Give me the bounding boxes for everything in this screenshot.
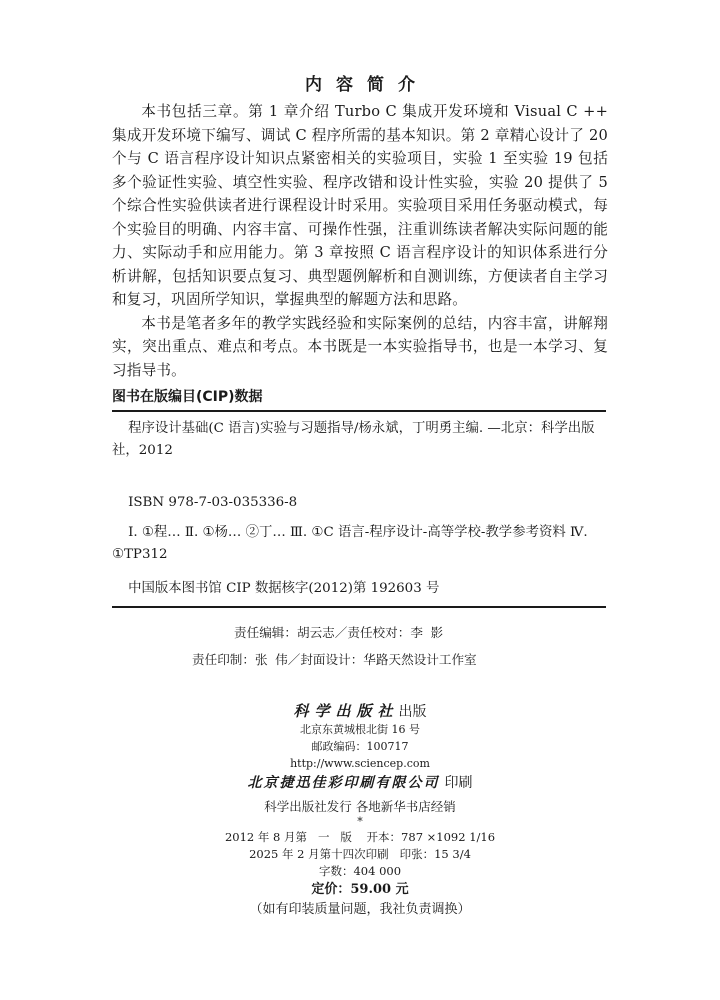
cip-title-text: 程序设计基础(C 语言)实验与习题指导/杨永斌，丁明勇主编. —北京：科学出版社，2012 (112, 421, 595, 458)
classification-text: Ⅰ. ①程… Ⅱ. ①杨… ②丁… Ⅲ. ①C 语言-程序设计-高等学校-教学参考资料 Ⅳ. ①TP312 (112, 525, 588, 562)
printer-suffix: 印刷 (444, 775, 473, 791)
book-summary (112, 100, 608, 382)
price: 定价：59.00 元 (311, 882, 409, 897)
cip-heading: 图书在版编目(CIP)数据 (112, 389, 263, 405)
quality-notice: （如有印装质量问题，我社负责调换） (249, 902, 471, 917)
publisher-suffix: 出版 (398, 704, 427, 720)
publisher-line (0, 700, 720, 721)
publisher-address: 北京东黄城根北街 16 号 (300, 723, 420, 736)
printer-line (0, 772, 720, 792)
cip-top-rule (112, 410, 606, 412)
imprint-block (0, 700, 720, 920)
publisher-name: 科学出版社 (293, 702, 399, 720)
printer-name: 北京捷迅佳彩印刷有限公司 (247, 775, 440, 791)
separator-star: * (357, 815, 363, 828)
cip-isbn (112, 492, 606, 514)
summary-paragraph: 本书包括三章。第 1 章介绍 Turbo C 集成开发环境和 Visual C ++ 集成开发环境下编写、调试 C 程序所需的基本知识。第 2 章精心设计了 20 个与 C 语言程序设计知识点紧密相关的实验项目，实验 1 至实验 19 包括多个验证性实验、填空性实验、程序改错和设计性实验，实验 20 提供了 5 个综合性实验供读者进行课程设计时采用。实验项目采用任务驱动模式，每个实验目的明确、内容丰富、可操作性强，注重训练读者解决实际问题的能力、实际动手和应用能力。第 3 章按照 C 语言程序设计的知识体系进行分析讲解，包括知识要点复习、典型题例解析和自测训练，方便读者自主学习和复习，巩固所学知识，掌握典型的解题方法和思路。 (112, 103, 608, 308)
editor-line-1: 责任编辑：胡云志／责任校对：李 影 (234, 625, 444, 640)
summary-paragraph: 本书是笔者多年的教学实践经验和实际案例的总结，内容丰富，讲解翔实，突出重点、难点和考点。本书既是一本实验指导书，也是一本学习、复习指导书。 (112, 314, 608, 379)
isbn-text: ISBN 978-7-03-035336-8 (128, 495, 298, 510)
editor-line-2: 责任印制：张 伟／封面设计：华路天然设计工作室 (192, 652, 477, 667)
check-number-text: 中国版本图书馆 CIP 数据核字(2012)第 192603 号 (128, 581, 440, 596)
page-title: 内容简介 (305, 75, 429, 95)
edition-line: 2012 年 8 月第 一 版 开本：787 ×1092 1/16 (224, 830, 496, 844)
publisher-postcode: 邮政编码：100717 (311, 740, 409, 753)
cip-title-entry (112, 418, 606, 462)
publisher-url: http://www.sciencep.com (290, 757, 430, 770)
word-count: 字数：404 000 (318, 864, 402, 878)
printing-line: 2025 年 2 月第十四次印刷 印张：15 3/4 (249, 847, 471, 861)
cip-bottom-rule (112, 606, 606, 608)
distribution-line: 科学出版社发行 各地新华书店经销 (264, 799, 456, 814)
cip-classification (112, 522, 606, 566)
cip-check-number (112, 578, 606, 600)
